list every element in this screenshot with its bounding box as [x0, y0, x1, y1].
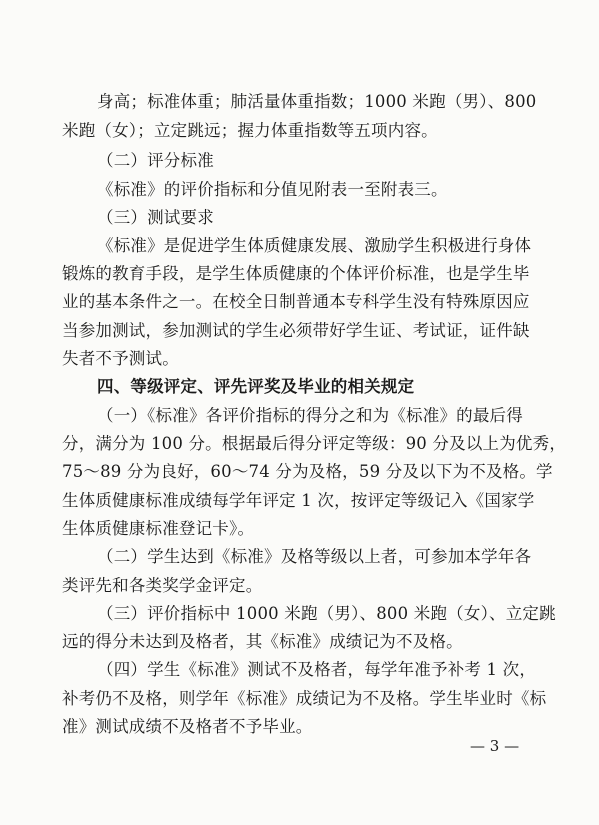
body-line: （三）评价指标中 1000 米跑（男）、800 米跑（女）、立定跳	[97, 604, 556, 623]
body-line: 业的基本条件之一。在校全日制普通本专科学生没有特殊原因应	[62, 292, 530, 311]
subheading: （三）测试要求	[97, 208, 214, 227]
body-line: 远的得分未达到及格者，其《标准》成绩记为不及格。	[62, 632, 463, 651]
body-line: （二）学生达到《标准》及格等级以上者，可参加本学年各	[97, 547, 532, 566]
subheading: （二）评分标准	[97, 151, 214, 170]
body-line: （四）学生《标准》测试不及格者，每学年准予补考 1 次，	[97, 660, 537, 679]
body-line: 补考仍不及格，则学年《标准》成绩记为不及格。学生毕业时《标	[62, 689, 547, 708]
body-line: 类评先和各类奖学金评定。	[62, 576, 263, 595]
body-line: 米跑（女）；立定跳远；握力体重指数等五项内容。	[62, 121, 438, 140]
body-line: 分，满分为 100 分。根据最后得分评定等级：90 分及以上为优秀，	[62, 434, 567, 453]
body-line: 生体质健康标准登记卡》。	[62, 519, 255, 538]
body-line: 失者不予测试。	[62, 349, 179, 368]
body-line: 当参加测试，参加测试的学生必须带好学生证、考试证，证件缺	[62, 321, 530, 340]
body-line: 《标准》是促进学生体质健康发展、激励学生积极进行身体	[97, 236, 532, 255]
body-line: 锻炼的教育手段，是学生体质健康的个体评价标准，也是学生毕	[62, 264, 530, 283]
section-heading: 四、等级评定、评先评奖及毕业的相关规定	[97, 377, 415, 396]
body-line: 75～89 分为良好，60～74 分为及格，59 分及以下为不及格。学	[62, 462, 553, 481]
body-line: 准》测试成绩不及格者不予毕业。	[62, 717, 313, 736]
body-line: （一）《标准》各评价指标的得分之和为《标准》的最后得	[97, 406, 523, 425]
body-line: 生体质健康标准成绩每学年评定 1 次，按评定等级记入《国家学	[62, 491, 535, 510]
page-number: — 3 —	[470, 737, 520, 755]
body-line: 《标准》的评价指标和分值见附表一至附表三。	[97, 180, 448, 199]
body-line: 身高；标准体重；肺活量体重指数；1000 米跑（男）、800	[97, 92, 537, 111]
